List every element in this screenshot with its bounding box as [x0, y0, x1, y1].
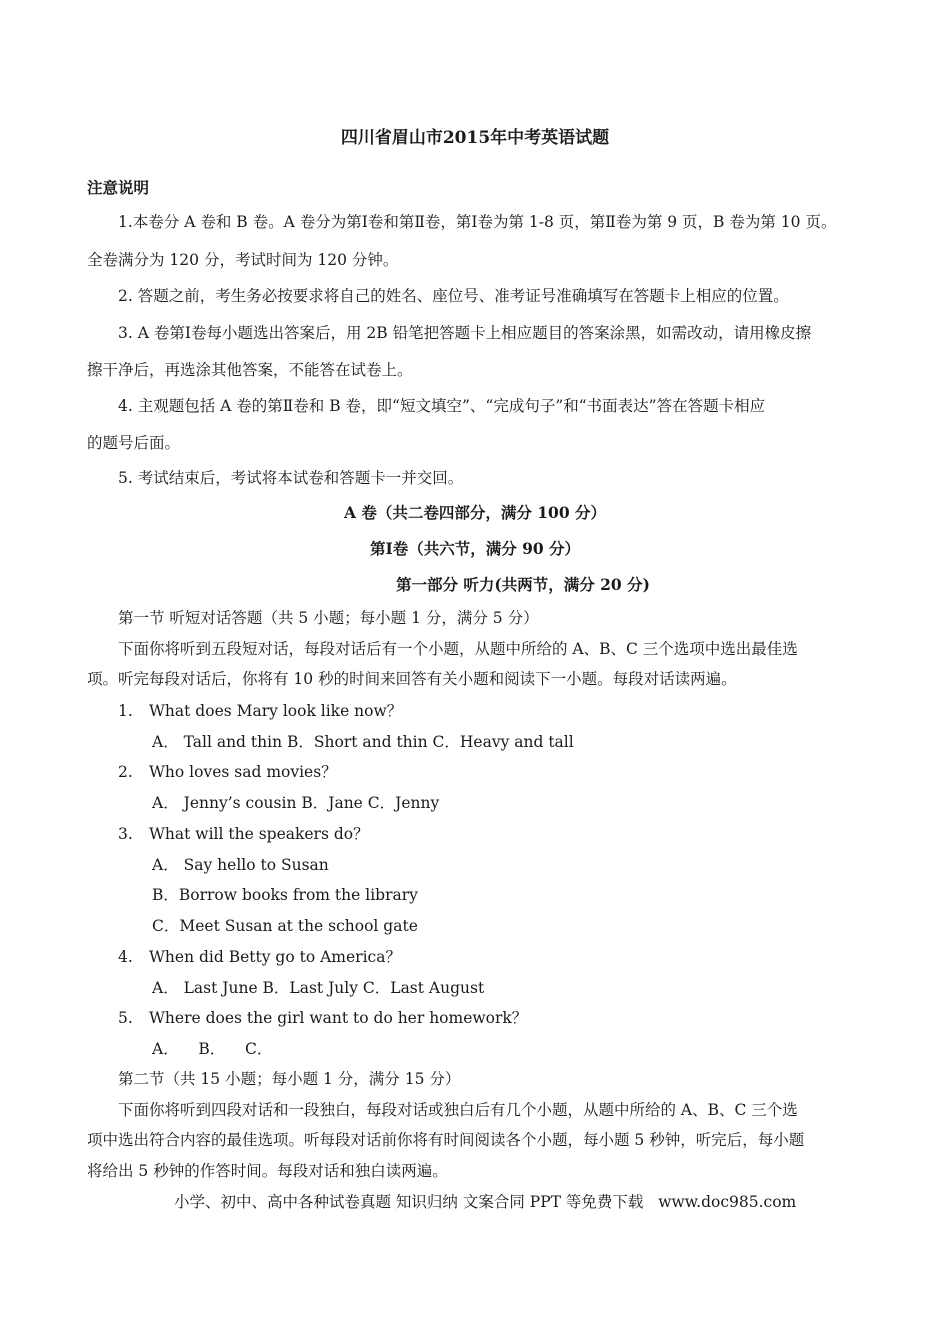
note-4-line-2: 的题号后面。	[87, 434, 181, 452]
question-4-number: 4.	[118, 948, 133, 966]
question-1-text: What does Mary look like now？	[149, 702, 403, 720]
section-1-instructions-line-2: 项。听完每段对话后，你将有 10 秒的时间来回答有关小题和阅读下一小题。每段对话读两遍。	[87, 670, 737, 688]
question-4-text: When did Betty go to America？	[149, 948, 401, 966]
note-1-line-2: 全卷满分为 120 分，考试时间为 120 分钟。	[87, 251, 399, 269]
question-2-options: A． Jenny’s cousin B．Jane C．Jenny	[152, 794, 440, 812]
note-4-line-1: 4. 主观题包括 A 卷的第Ⅱ卷和 B 卷，即“短文填空”、“完成句子”和“书面表达”答在答题卡相应	[118, 397, 766, 415]
question-1-options: A． Tall and thin B．Short and thin C．Heavy and tall	[152, 733, 574, 751]
question-5-options: A． B． C．	[152, 1040, 273, 1058]
page-title: 四川省眉山市2015年中考英语试题	[340, 128, 610, 148]
question-5-number: 5.	[118, 1009, 133, 1027]
part-1-heading: 第一部分 听力(共两节，满分 20 分)	[396, 575, 650, 594]
note-5: 5. 考试结束后，考试将本试卷和答题卡一并交回。	[118, 469, 464, 487]
question-3-option-c: C．Meet Susan at the school gate	[152, 917, 418, 935]
section-1-instructions-line-1: 下面你将听到五段短对话，每段对话后有一个小题，从题中所给的 A、B、C 三个选项中选出最佳选	[118, 640, 798, 658]
note-1-line-1: 1.本卷分 A 卷和 B 卷。A 卷分为第Ⅰ卷和第Ⅱ卷，第Ⅰ卷为第 1-8 页，第Ⅱ卷为第 9 页，B 卷为第 10 页。	[118, 213, 837, 231]
section-1-heading: 第一节 听短对话答题（共 5 小题；每小题 1 分，满分 5 分）	[118, 609, 539, 627]
note-2: 2. 答题之前，考生务必按要求将自己的姓名、座位号、准考证号准确填写在答题卡上相应的位置。	[118, 287, 789, 305]
note-3-line-1: 3. A 卷第Ⅰ卷每小题选出答案后，用 2B 铅笔把答题卡上相应题目的答案涂黑，如需改动，请用橡皮擦	[118, 324, 812, 342]
page-footer: 小学、初中、高中各种试卷真题 知识归纳 文案合同 PPT 等免费下载 www.doc985.com	[174, 1193, 797, 1211]
notes-heading: 注意说明	[87, 178, 150, 197]
question-1-number: 1.	[118, 702, 133, 720]
volume-i-heading: 第Ⅰ卷（共六节，满分 90 分）	[369, 539, 581, 558]
question-2-number: 2.	[118, 763, 133, 781]
question-5-text: Where does the girl want to do her homework？	[149, 1009, 528, 1027]
question-3-text: What will the speakers do？	[149, 825, 369, 843]
section-2-instructions-line-3: 将给出 5 秒钟的作答时间。每段对话和独白读两遍。	[87, 1162, 448, 1180]
question-3-number: 3.	[118, 825, 133, 843]
question-3-option-b: B．Borrow books from the library	[152, 886, 418, 904]
section-2-heading: 第二节（共 15 小题；每小题 1 分，满分 15 分）	[118, 1070, 461, 1088]
question-3-option-a: A． Say hello to Susan	[152, 856, 329, 874]
section-2-instructions-line-2: 项中选出符合内容的最佳选项。听每段对话前你将有时间阅读各个小题，每小题 5 秒钟，听完后，每小题	[87, 1131, 805, 1149]
question-2-text: Who loves sad movies？	[149, 763, 337, 781]
volume-a-heading: A 卷（共二卷四部分，满分 100 分）	[343, 503, 607, 522]
section-2-instructions-line-1: 下面你将听到四段对话和一段独白，每段对话或独白后有几个小题，从题中所给的 A、B、C 三个选	[118, 1101, 798, 1119]
question-4-options: A． Last June B．Last July C．Last August	[152, 979, 485, 997]
note-3-line-2: 擦干净后，再选涂其他答案，不能答在试卷上。	[87, 361, 413, 379]
